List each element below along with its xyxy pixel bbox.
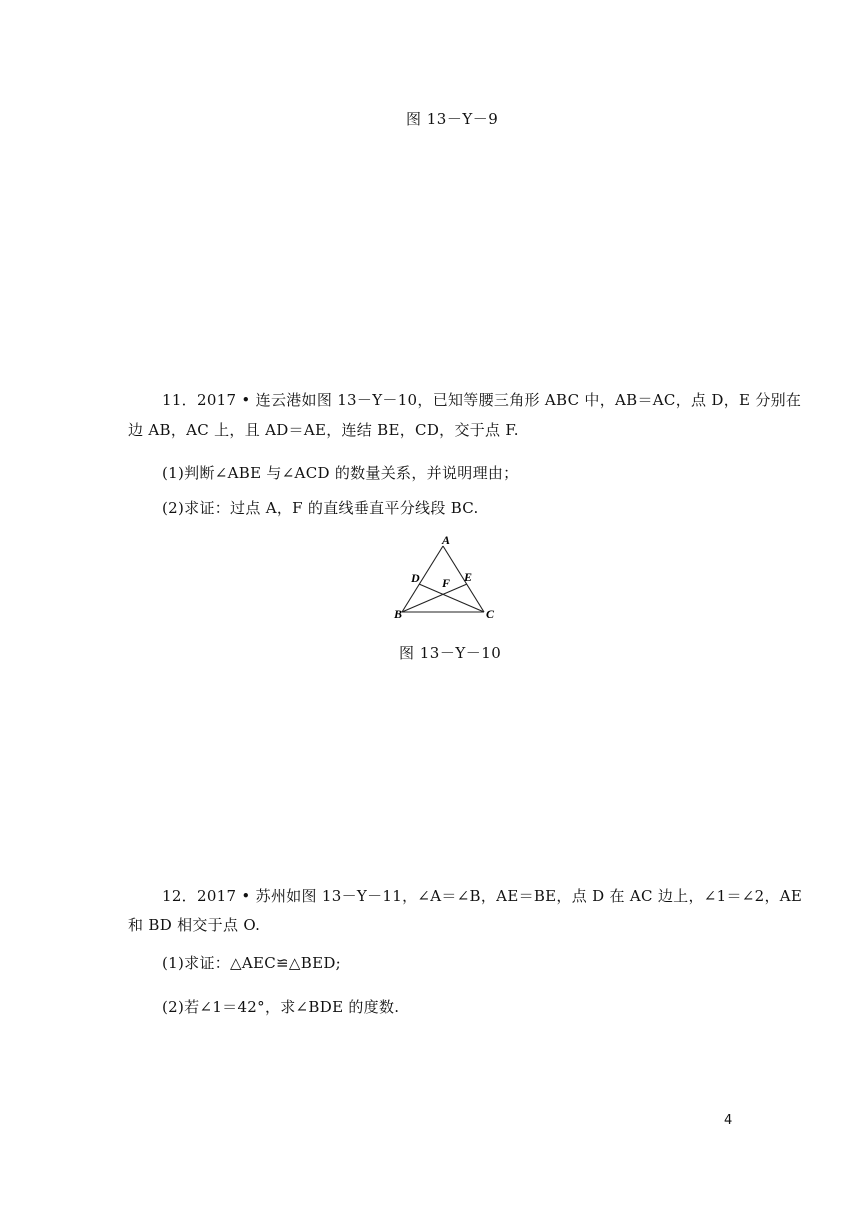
problem-12-part-2: (2)若∠1＝42°，求∠BDE 的度数. (162, 998, 400, 1016)
segment-be (402, 584, 467, 612)
problem-12-line-2: 和 BD 相交于点 O. (128, 916, 261, 934)
figure-10-caption: 图 13－Y－10 (399, 644, 502, 662)
problem-12-line-1: 12．2017 • 苏州如图 13－Y－11，∠A＝∠B，AE＝BE，点 D 在 AC 边上，∠1＝∠2，AE (162, 887, 803, 905)
problem-11-line-1: 11．2017 • 连云港如图 13－Y－10，已知等腰三角形 ABC 中，AB＝AC，点 D，E 分别在 (162, 391, 802, 409)
problem-11-line-2: 边 AB，AC 上，且 AD＝AE，连结 BE，CD，交于点 F. (128, 421, 519, 439)
figure-9-caption: 图 13－Y－9 (406, 110, 499, 128)
page-number: 4 (724, 1113, 733, 1128)
label-c: C (486, 607, 495, 621)
label-e: E (464, 570, 473, 584)
label-b: B (394, 607, 403, 621)
segment-cd (419, 584, 484, 612)
label-f: F (442, 576, 451, 590)
problem-11-part-1: (1)判断∠ABE 与∠ACD 的数量关系，并说明理由； (162, 464, 519, 482)
label-a: A (442, 533, 451, 547)
triangle-abc-figure (390, 532, 502, 624)
problem-12-part-1: (1)求证：△AEC≌△BED; (162, 954, 341, 972)
problem-11-part-2: (2)求证：过点 A，F 的直线垂直平分线段 BC. (162, 499, 479, 517)
label-d: D (411, 571, 420, 585)
segment-ab (402, 546, 443, 612)
